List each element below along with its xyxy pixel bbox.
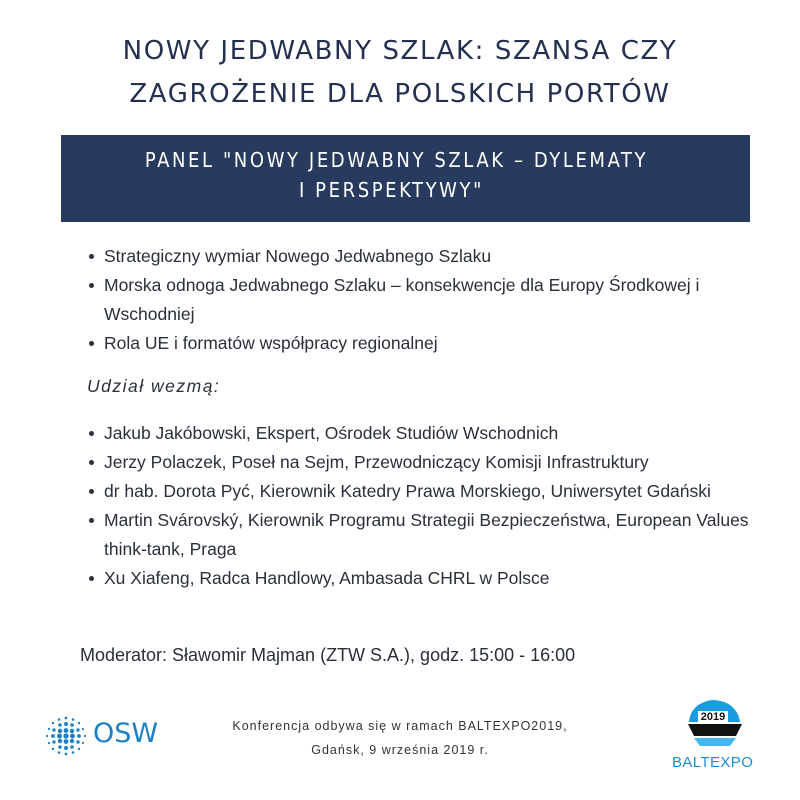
participant-item: dr hab. Dorota Pyć, Kierownik Katedry Prawa Morskiego, Uniwersytet Gdański xyxy=(88,477,768,506)
title-line-2: ZAGROŻENIE DLA POLSKICH PORTÓW xyxy=(129,79,671,109)
osw-logo-text: OSW xyxy=(93,718,159,749)
footer-line-1: Konferencja odbywa się w ramach BALTEXPO2019, xyxy=(232,719,568,733)
topic-item: Strategiczny wymiar Nowego Jedwabnego Szlaku xyxy=(88,242,768,271)
globe-dots-icon xyxy=(44,714,88,758)
footer-note xyxy=(200,714,600,762)
title-line-1: NOWY JEDWABNY SZLAK: SZANSA CZY xyxy=(122,36,678,66)
topic-item: Rola UE i formatów współpracy regionalnej xyxy=(88,329,768,358)
footer-line-2: Gdańsk, 9 września 2019 r. xyxy=(311,743,489,757)
panel-title-line-2: I PERSPEKTYWY" xyxy=(298,178,485,202)
baltexpo-logo xyxy=(672,694,752,774)
osw-logo xyxy=(44,714,159,760)
baltexpo-ship-icon xyxy=(672,694,752,752)
participants-list xyxy=(88,419,768,593)
participant-item: Jerzy Polaczek, Poseł na Sejm, Przewodniczący Komisji Infrastruktury xyxy=(88,448,768,477)
participant-item: Jakub Jakóbowski, Ekspert, Ośrodek Studiów Wschodnich xyxy=(88,419,768,448)
baltexpo-year: 2019 xyxy=(700,711,726,723)
topic-item: Morska odnoga Jedwabnego Szlaku – konsekwencje dla Europy Środkowej i Wschodniej xyxy=(88,271,768,329)
participants-heading: Udział wezmą: xyxy=(87,376,221,396)
panel-title-line-1: PANEL "NOWY JEDWABNY SZLAK – DYLEMATY xyxy=(144,148,649,172)
moderator-info: Moderator: Sławomir Majman (ZTW S.A.), godz. 15:00 - 16:00 xyxy=(80,645,576,665)
participant-item: Xu Xiafeng, Radca Handlowy, Ambasada CHRL w Polsce xyxy=(88,564,768,593)
topics-list xyxy=(88,242,768,358)
participant-item: Martin Svárovský, Kierownik Programu Strategii Bezpieczeństwa, European Values think-tank, Praga xyxy=(88,506,768,564)
page-title xyxy=(0,30,800,116)
panel-banner xyxy=(61,135,750,222)
baltexpo-logo-text: BALTEXPO xyxy=(672,754,754,771)
